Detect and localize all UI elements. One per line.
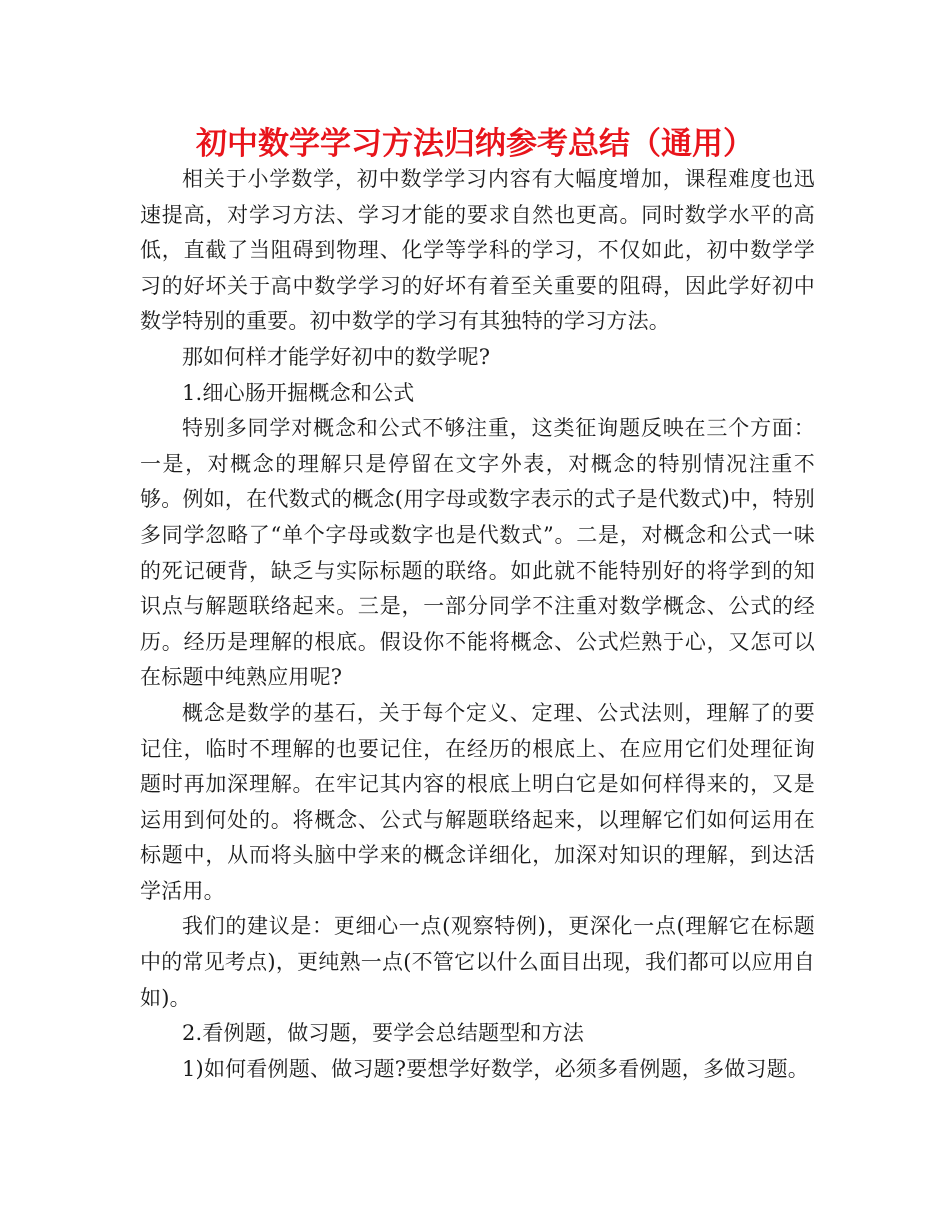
- paragraph-examples: 1)如何看例题、做习题?要想学好数学，必须多看例题，多做习题。: [182, 1056, 810, 1081]
- paragraph-concepts-foundation: 概念是数学的基石，关于每个定义、定理、公式法则，理解了的要记住，临时不理解的也要记住，在经历的根底上、在应用它们处理征询题时再加深理解。在牢记其内容的根底上明白它是如何样得来的，又是运用到何处的。将概念、公式与解题联络起来，以理解它们如何运用在标题中，从而将头脑中学来的概念详细化，加深对知识的理解，到达活学活用。: [140, 700, 815, 903]
- section-heading-1: 1.细心肠开掘概念和公式: [182, 380, 415, 405]
- paragraph-question: 那如何样才能学好初中的数学呢?: [182, 344, 491, 369]
- paragraph-concepts-problems: 特别多同学对概念和公式不够注重，这类征询题反映在三个方面：一是，对概念的理解只是停留在文字外表，对概念的特别情况注重不够。例如，在代数式的概念(用字母或数字表示的式子是代数式)中，特别多同学忽略了“单个字母或数字也是代数式”。二是，对概念和公式一味的死记硬背，缺乏与实际标题的联络。如此就不能特别好的将学到的知识点与解题联络起来。三是，一部分同学不注重对数学概念、公式的经历。经历是理解的根底。假设你不能将概念、公式烂熟于心，又怎可以在标题中纯熟应用呢?: [140, 416, 815, 690]
- document-body: [140, 162, 815, 1087]
- paragraph-suggestion: 我们的建议是：更细心一点(观察特例)，更深化一点(理解它在标题中的常见考点)，更纯熟一点(不管它以什么面目出现，我们都可以应用自如)。: [140, 914, 815, 1010]
- paragraph-intro: 相关于小学数学，初中数学学习内容有大幅度增加，课程难度也迅速提高，对学习方法、学习才能的要求自然也更高。同时数学水平的高低，直截了当阻碍到物理、化学等学科的学习，不仅如此，初中数学学习的好坏关于高中数学学习的好坏有着至关重要的阻碍，因此学好初中数学特别的重要。初中数学的学习有其独特的学习方法。: [140, 167, 815, 334]
- document-title: 初中数学学习方法归纳参考总结（通用）: [196, 126, 754, 162]
- section-heading-2: 2.看例题，做习题，要学会总结题型和方法: [182, 1021, 585, 1046]
